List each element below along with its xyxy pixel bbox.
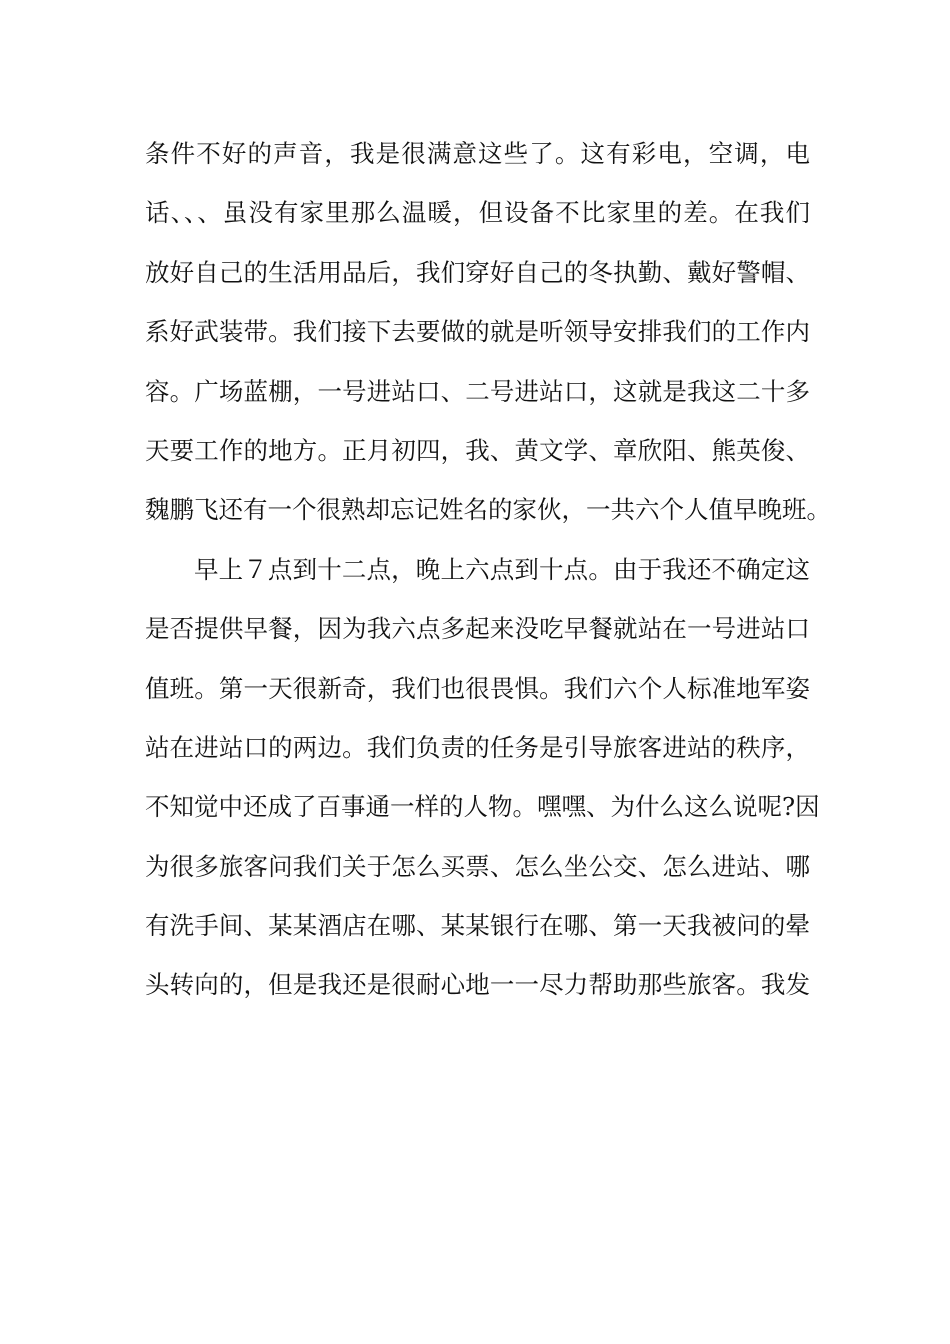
text-line: 站在进站口的两边。我们负责的任务是引导旅客进站的秩序， (145, 732, 810, 762)
text-line: 条件不好的声音，我是很满意这些了。这有彩电，空调，电 (145, 139, 810, 168)
text-line: 容。广场蓝棚，一号进站口、二号进站口，这就是我这二十多 (145, 376, 810, 406)
text-line: 放好自己的生活用品后，我们穿好自己的冬执勤、戴好警帽、 (145, 257, 810, 287)
text-line: 头转向的，但是我还是很耐心地一一尽力帮助那些旅客。我发 (145, 970, 810, 1000)
text-line: 是否提供早餐，因为我六点多起来没吃早餐就站在一号进站口 (145, 614, 810, 644)
text-line: 话、、、虽没有家里那么温暖，但设备不比家里的差。在我们 (145, 198, 810, 228)
text-line: 系好武装带。我们接下去要做的就是听领导安排我们的工作内 (145, 317, 810, 347)
paragraph-start-line: 早上７点到十二点，晚上六点到十点。由于我还不确定这 (194, 554, 810, 584)
text-line: 魏鹏飞还有一个很熟却忘记姓名的家伙，一共六个人值早晚班。 (145, 495, 831, 525)
body-text (145, 129, 831, 1020)
text-line: 天要工作的地方。正月初四，我、黄文学、章欣阳、熊英俊、 (145, 435, 810, 465)
text-line: 为很多旅客问我们关于怎么买票、怎么坐公交、怎么进站、哪 (145, 851, 810, 881)
text-line: 有洗手间、某某酒店在哪、某某银行在哪、第一天我被问的晕 (145, 911, 810, 941)
text-line: 不知觉中还成了百事通一样的人物。嘿嘿、为什么这么说呢?因 (145, 792, 820, 822)
text-line: 值班。第一天很新奇，我们也很畏惧。我们六个人标准地军姿 (145, 673, 810, 703)
